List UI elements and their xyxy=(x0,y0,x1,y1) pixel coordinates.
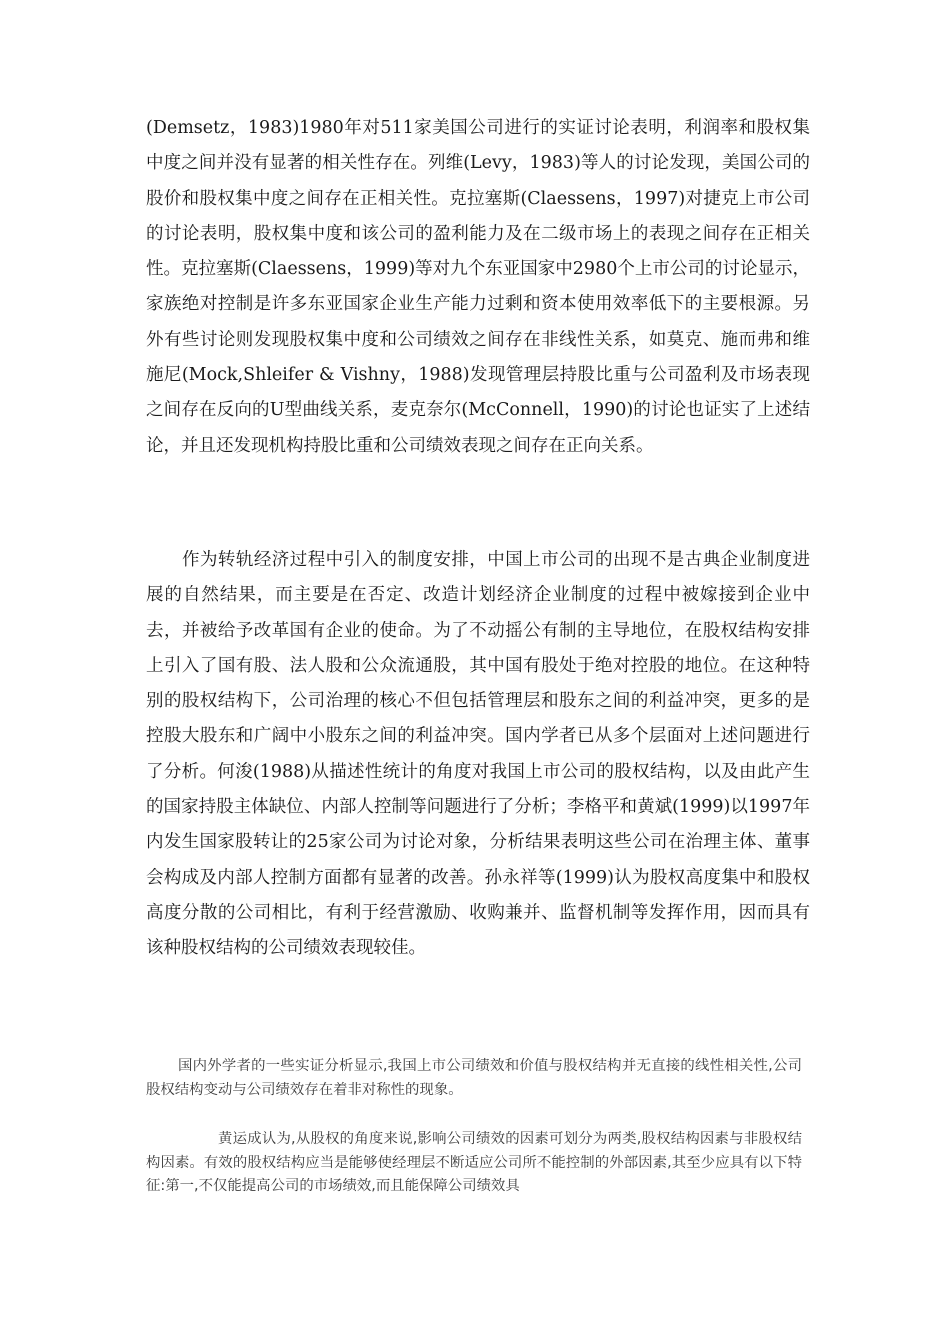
body-paragraph-3: 国内外学者的一些实证分析显示,我国上市公司绩效和价值与股权结构并无直接的线性相关性,公司股权结构变动与公司绩效存在着非对称性的现象。 xyxy=(146,1058,802,1098)
body-paragraph-4: 黄运成认为,从股权的角度来说,影响公司绩效的因素可划分为两类,股权结构因素与非股权结构因素。有效的股权结构应当是能够使经理层不断适应公司所不能控制的外部因素,其至少应具有以下特征:第一,不仅能提高公司的市场绩效,而且能保障公司绩效具 xyxy=(146,1131,802,1194)
body-paragraph-2: 作为转轨经济过程中引入的制度安排，中国上市公司的出现不是古典企业制度进展的自然结果，而主要是在否定、改造计划经济企业制度的过程中被嫁接到企业中去，并被给予改革国有企业的使命。为了不动摇公有制的主导地位，在股权结构安排上引入了国有股、法人股和公众流通股，其中国有股处于绝对控股的地位。在这种特别的股权结构下，公司治理的核心不但包括管理层和股东之间的利益冲突，更多的是控股大股东和广阔中小股东之间的利益冲突。国内学者已从多个层面对上述问题进行了分析。何浚(1988)从描述性统计的角度对我国上市公司的股权结构，以及由此产生的国家持股主体缺位、内部人控制等问题进行了分析；李格平和黄斌(1999)以1997年内发生国家股转让的25家公司为讨论对象，分析结果表明这些公司在治理主体、董事会构成及内部人控制方面都有显著的改善。孙永祥等(1999)认为股权高度集中和股权高度分散的公司相比，有利于经营激励、收购兼并、监督机制等发挥作用，因而具有该种股权结构的公司绩效表现较佳。 xyxy=(146,550,810,959)
body-paragraph-1: (Demsetz，1983)1980年对511家美国公司进行的实证讨论表明，利润率和股权集中度之间并没有显著的相关性存在。列维(Levy，1983)等人的讨论发现，美国公司的股价和股权集中度之间存在正相关性。克拉塞斯(Claessens，1997)对捷克上市公司的讨论表明，股权集中度和该公司的盈利能力及在二级市场上的表现之间存在正相关性。克拉塞斯(Claessens，1999)等对九个东亚国家中2980个上市公司的讨论显示，家族绝对控制是许多东亚国家企业生产能力过剩和资本使用效率低下的主要根源。另外有些讨论则发现股权集中度和公司绩效之间存在非线性关系，如莫克、施而弗和维施尼(Mock,Shleifer & Vishny，1988)发现管理层持股比重与公司盈利及市场表现之间存在反向的U型曲线关系，麦克奈尔(McConnell，1990)的讨论也证实了上述结论，并且还发现机构持股比重和公司绩效表现之间存在正向关系。 xyxy=(146,118,810,456)
